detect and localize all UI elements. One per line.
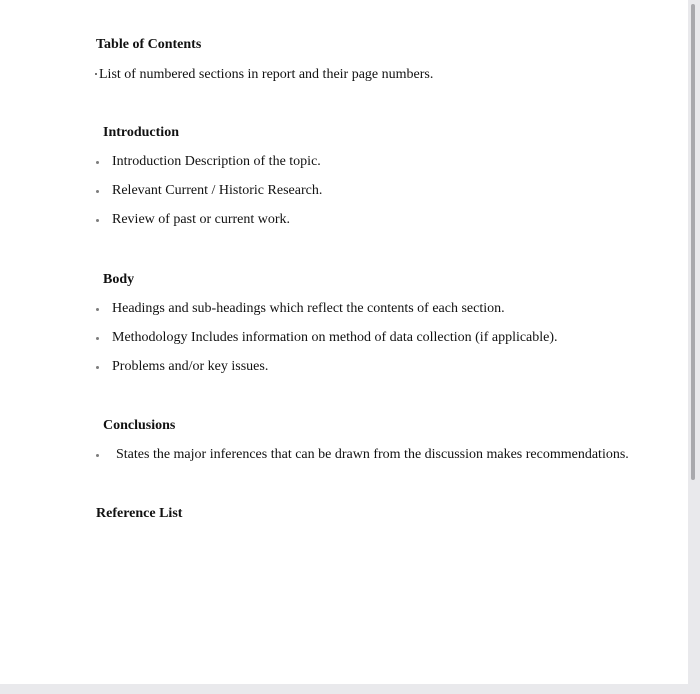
bullet-icon — [96, 337, 99, 340]
introduction-item: Relevant Current / Historic Research. — [112, 183, 323, 198]
bullet-icon — [96, 366, 99, 369]
scrollbar-thumb[interactable] — [691, 4, 695, 480]
toc-heading: Table of Contents — [96, 37, 202, 52]
introduction-heading: Introduction — [103, 125, 179, 140]
body-item: Methodology Includes information on method of data collection (if applicable). — [112, 330, 558, 345]
bullet-icon — [96, 454, 99, 457]
conclusions-heading: Conclusions — [103, 418, 176, 433]
introduction-item: Introduction Description of the topic. — [112, 154, 321, 169]
introduction-item: Review of past or current work. — [112, 212, 291, 227]
bullet-dot-icon — [95, 73, 97, 75]
bullet-icon — [96, 190, 99, 193]
body-item: Headings and sub-headings which reflect the contents of each section. — [112, 301, 505, 316]
body-item: Problems and/or key issues. — [112, 359, 269, 374]
body-heading: Body — [103, 272, 135, 287]
toc-description-text: List of numbered sections in report and their page numbers. — [99, 67, 434, 82]
reference-list-heading: Reference List — [96, 506, 183, 521]
toc-description — [95, 66, 433, 84]
bullet-icon — [96, 308, 99, 311]
conclusions-item: States the major inferences that can be drawn from the discussion makes recommendations. — [116, 447, 629, 462]
bullet-icon — [96, 219, 99, 222]
bullet-icon — [96, 161, 99, 164]
